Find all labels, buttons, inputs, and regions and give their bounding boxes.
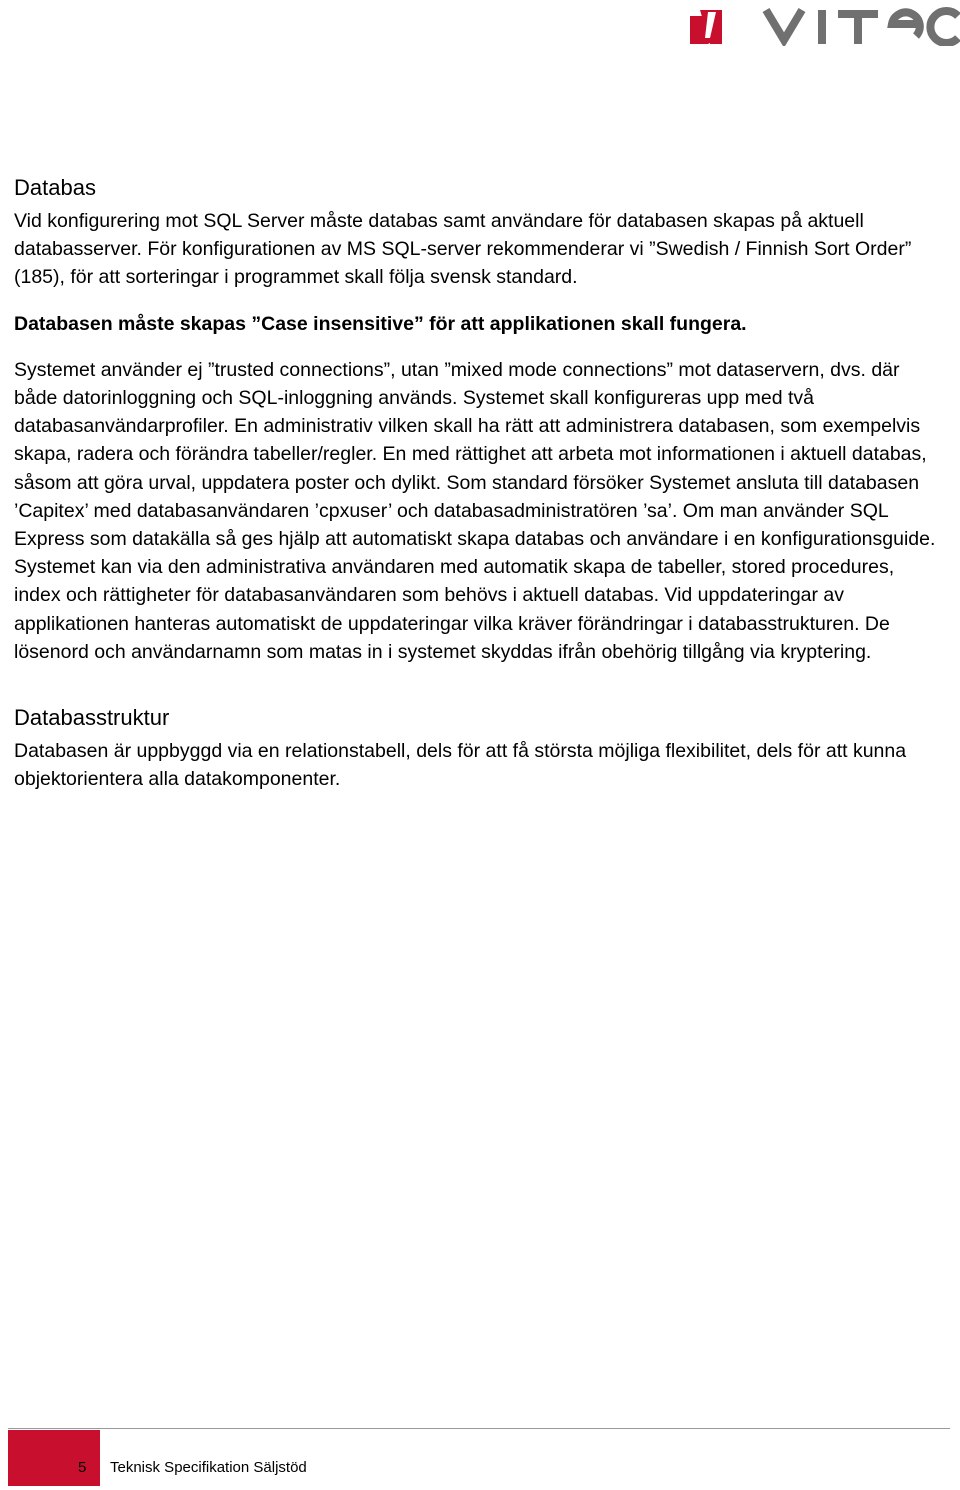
paragraph-connections: Systemet använder ej ”trusted connections”, utan ”mixed mode connections” mot dataservern, dvs. där både datorinloggning och SQL-inloggning används. Systemet skall konfigureras upp med två databasanvändarprofiler. En administrativ vilken skall ha rätt att administrera databasen, som exempelvis skapa, radera och förändra tabeller/regler. En med rättighet att arbeta mot informationen i aktuell databas, såsom att göra urval, uppdatera poster och dylikt. Som standard försöker Systemet ansluta till databasen ’Capitex’ med databasanvändaren ’cpxuser’ och databasadministratören ’sa’. Om man använder SQL Express som datakälla så ges hjälp att automatiskt skapa databas och användare i en konfigurationsguide. Systemet kan via den administrativa användaren med automatik skapa de tabeller, stored procedures, index och rättigheter för databasanvändaren som behövs i aktuell databas. Vid uppdateringar av applikationen hanteras automatiskt de uppdateringar vilka kräver förändringar i databasstrukturen. De lösenord och användarnamn som matas in i systemet skyddas ifrån obehörig tillgång via kryptering. [14,358,936,663]
section-heading-databas: Databas [14,175,96,200]
footer-divider [8,1428,950,1429]
footer-title: Teknisk Specifikation Säljstöd [110,1459,307,1476]
vitec-emblem-icon [690,10,722,44]
footer-page-box [8,1430,100,1486]
vitec-logo [688,4,960,46]
vitec-wordmark [766,10,958,44]
paragraph-relationstabell: Databasen är uppbyggd via en relationstabell, dels för att få största möjliga flexibilitet, dels för att kunna objektorientera alla datakomponenter. [14,740,907,791]
document-body [14,174,944,793]
paragraph-sql-server: Vid konfigurering mot SQL Server måste databas samt användare för databasen skapas på aktuell databasserver. För konfigurationen av MS SQL-server rekommenderar vi ”Swedish / Finnish Sort Order” (185), för att sorteringar i programmet skall följa svensk standard. [14,210,912,289]
paragraph-case-insensitive: Databasen måste skapas ”Case insensitive” för att applikationen skall fungera. [14,312,747,335]
page-number: 5 [78,1459,87,1476]
section-heading-databasstruktur: Databasstruktur [14,705,170,731]
